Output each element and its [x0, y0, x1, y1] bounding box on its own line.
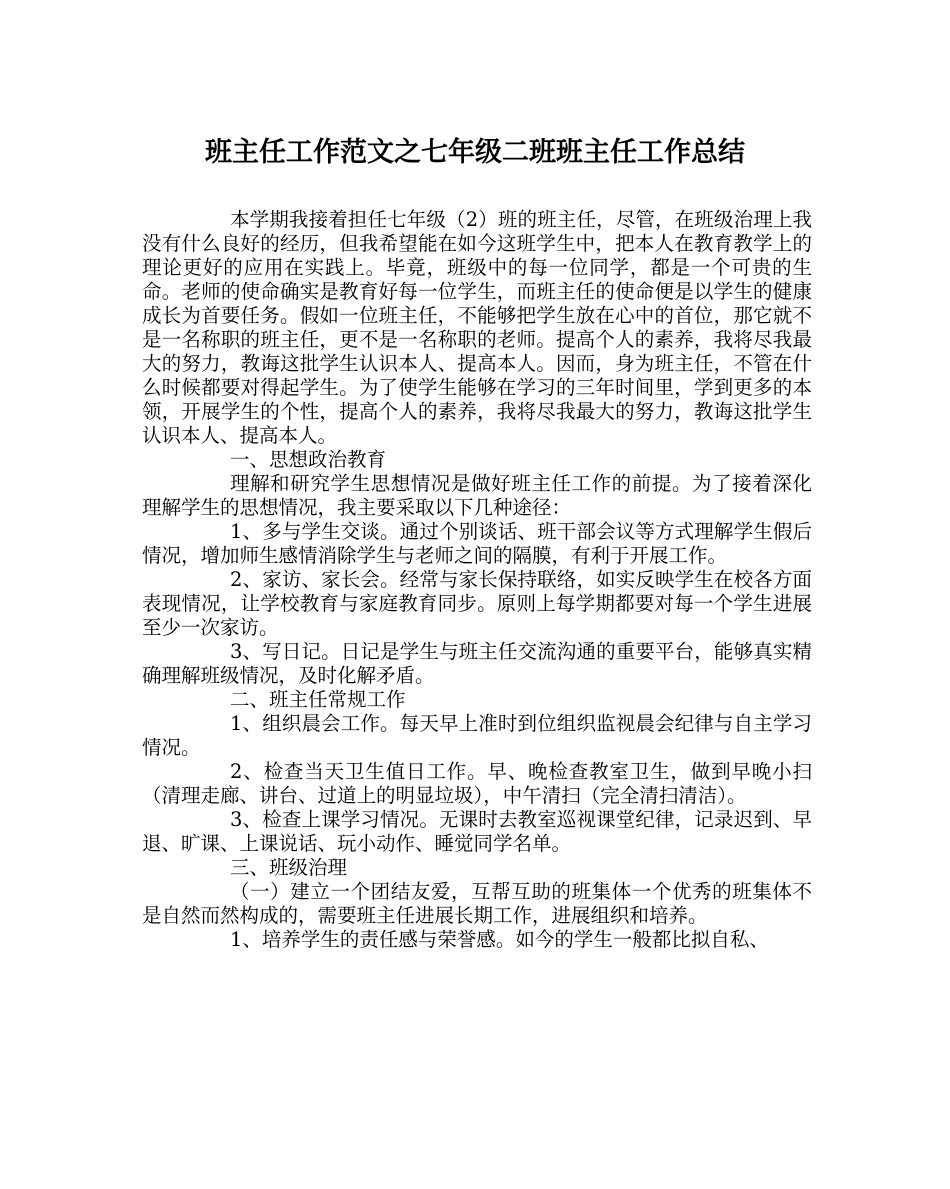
section-heading-3: 三、班级治理: [230, 856, 348, 879]
list-item: 2、家访、家长会。经常与家长保持联络，如实反映学生在校各方面表现情况，让学校教育与家庭教育同步。原则上每学期都要对每一个学生进展至少一次家访。: [142, 568, 812, 639]
document-title: 班主任工作范文之七年级二班班主任工作总结: [205, 137, 745, 168]
list-item: 2、检查当天卫生值日工作。早、晚检查教室卫生，做到早晚小扫（清理走廊、讲台、过道上的明显垃圾），中午清扫（完全清扫清洁）。: [142, 760, 812, 807]
section-heading-2: 二、班主任常规工作: [230, 688, 406, 711]
list-item: 1、组织晨会工作。每天早上准时到位组织监视晨会纪律与自主学习情况。: [142, 712, 812, 759]
paragraph-intro: 本学期我接着担任七年级（2）班的班主任，尽管，在班级治理上我没有什么良好的经历，但我希望能在如今这班学生中，把本人在教育教学上的理论更好的应用在实践上。毕竟，班级中的每一位同学，都是一个可贵的生命。老师的使命确实是教育好每一位学生，而班主任的使命便是以学生的健康成长为首要任务。假如一位班主任，不能够把学生放在心中的首位，那它就不是一名称职的班主任，更不是一名称职的老师。提高个人的素养，我将尽我最大的努力，教诲这批学生认识本人、提高本人。因而，身为班主任，不管在什么时候都要对得起学生。为了使学生能够在学习的三年时间里，学到更多的本领，开展学生的个性，提高个人的素养，我将尽我最大的努力，教诲这批学生认识本人、提高本人。: [142, 208, 812, 447]
list-item: 3、写日记。日记是学生与班主任交流沟通的重要平台，能够真实精确理解班级情况，及时化解矛盾。: [142, 640, 812, 687]
paragraph: 理解和研究学生思想情况是做好班主任工作的前提。为了接着深化理解学生的思想情况，我主要采取以下几种途径：: [142, 472, 812, 519]
document-body: [142, 208, 812, 952]
subsection-paragraph: （一）建立一个团结友爱，互帮互助的班集体一个优秀的班集体不是自然而然构成的，需要班主任进展长期工作，进展组织和培养。: [142, 880, 812, 927]
list-item: 1、多与学生交谈。通过个别谈话、班干部会议等方式理解学生假后情况，增加师生感情消除学生与老师之间的隔膜，有利于开展工作。: [142, 520, 812, 567]
section-heading-1: 一、思想政治教育: [230, 448, 387, 471]
list-item: 1、培养学生的责任感与荣誉感。如今的学生一般都比拟自私、: [230, 928, 769, 951]
list-item: 3、检查上课学习情况。无课时去教室巡视课堂纪律，记录迟到、早退、旷课、上课说话、玩小动作、睡觉同学名单。: [142, 808, 812, 855]
